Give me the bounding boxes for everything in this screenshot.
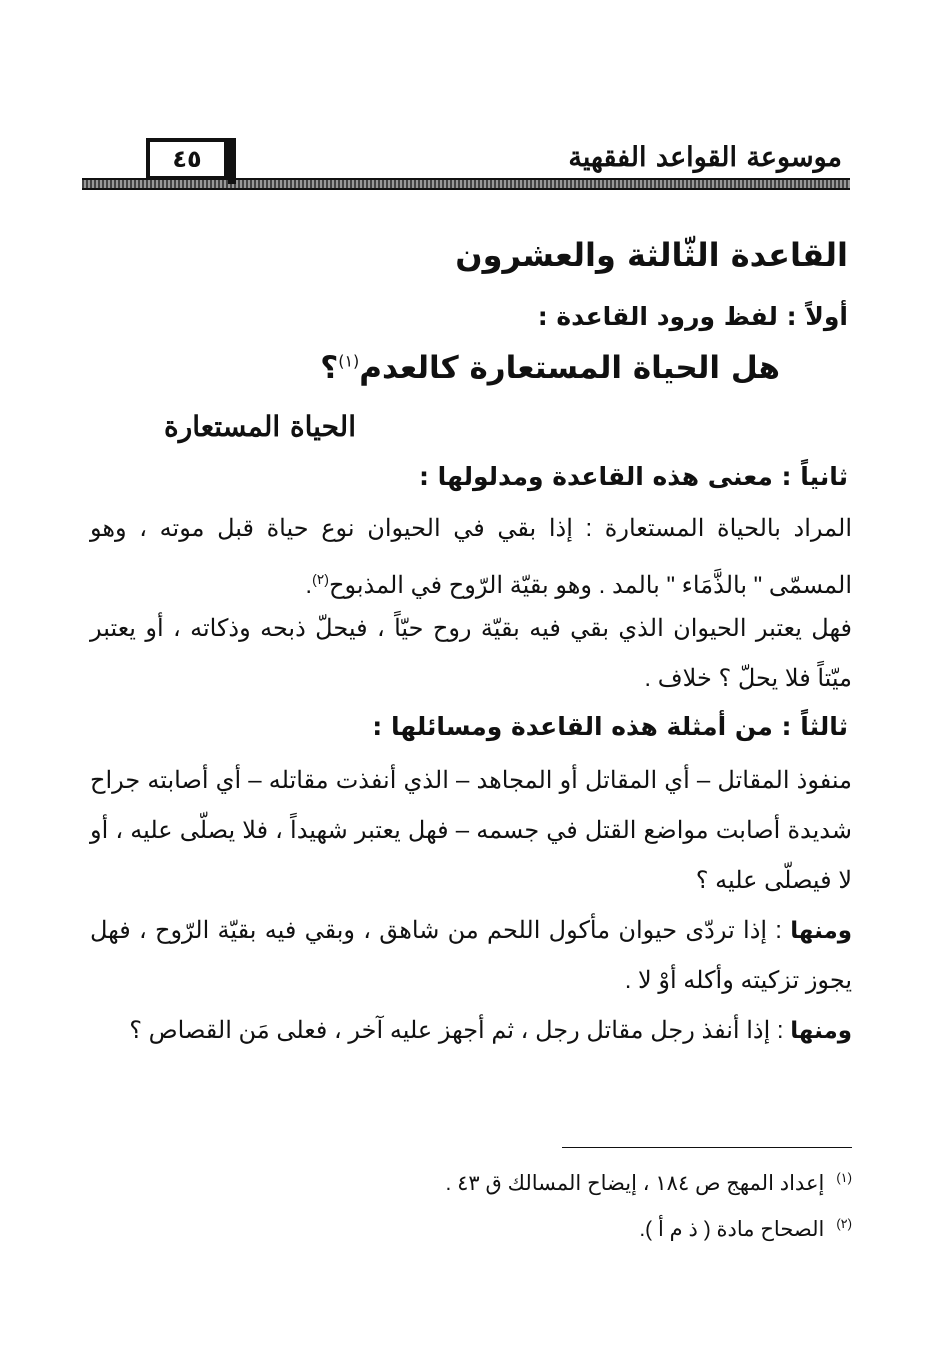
example-lead-3: ومنها xyxy=(790,1018,852,1044)
section-heading-second: ثانياً : معنى هذه القاعدة ومدلولها : xyxy=(418,462,848,491)
rule-heading: القاعدة الثّالثة والعشرون xyxy=(455,236,848,274)
example-paragraph-3 xyxy=(90,1006,852,1056)
footnote-number-1: (١) xyxy=(836,1170,852,1185)
page-header xyxy=(82,138,850,190)
section-heading-third: ثالثاً : من أمثلة هذه القاعدة ومسائلها : xyxy=(372,712,848,741)
footnote-1 xyxy=(445,1170,852,1196)
example-paragraph-2 xyxy=(90,906,852,1006)
footnote-number-2: (٢) xyxy=(836,1216,852,1231)
footnote-ref-1[interactable]: (١) xyxy=(338,351,360,371)
footnote-2 xyxy=(639,1216,852,1242)
footnote-text-2: الصحاح مادة ( ذ م أ ). xyxy=(639,1218,825,1241)
example-lead-2: ومنها xyxy=(790,918,852,944)
question-mark: ؟ xyxy=(320,350,339,386)
section-heading-first: أولاً : لفظ ورود القاعدة : xyxy=(537,302,848,331)
example-text-3: : إذا أنفذ رجل مقاتل رجل ، ثم أجهز عليه آخر ، فعلى مَن القصاص ؟ xyxy=(129,1017,791,1044)
example-text-2: : إذا تردّى حيوان مأكول اللحم من شاهق ، وبقي فيه بقيّة الرّوح ، فهل يجوز تزكيته وأكله أوْ لا . xyxy=(90,917,852,994)
footnote-separator xyxy=(562,1147,852,1148)
period: . xyxy=(305,572,313,599)
rule-statement xyxy=(320,350,780,386)
book-title: موسوعة القواعد الفقهية xyxy=(568,142,842,173)
footnote-ref-2[interactable]: (٢) xyxy=(312,571,329,587)
handwritten-note: الحياة المستعارة xyxy=(164,410,356,443)
meaning-paragraph-1 xyxy=(90,504,852,611)
example-paragraph-1: منفوذ المقاتل – أي المقاتل أو المجاهد – الذي أنفذت مقاتله – أي أصابته جراح شديدة أصابت مواضع القتل في جسمه – فهل يعتبر شهيداً ، فلا يصلّى عليه ، أو لا فيصلّى عليه ؟ xyxy=(90,767,852,894)
footnote-text-1: إعداد المهج ص ١٨٤ ، إيضاح المسالك ق ٤٣ . xyxy=(445,1172,825,1195)
meaning-text-1: المراد بالحياة المستعارة : إذا بقي في الحيوان نوع حياة قبل موته ، وهو المسمّى " بالذَّمَاء " بالمد . وهو بقيّة الرّوح في المذبوح xyxy=(90,515,852,599)
page-number: ٤٥ xyxy=(146,138,228,180)
meaning-paragraph-2: فهل يعتبر الحيوان الذي بقي فيه بقيّة روح حيّاً ، فيحلّ ذبحه وذكاته ، أو يعتبر ميّتاً فلا يحلّ ؟ خلاف . xyxy=(90,615,852,692)
rule-text: هل الحياة المستعارة كالعدم xyxy=(359,350,780,386)
